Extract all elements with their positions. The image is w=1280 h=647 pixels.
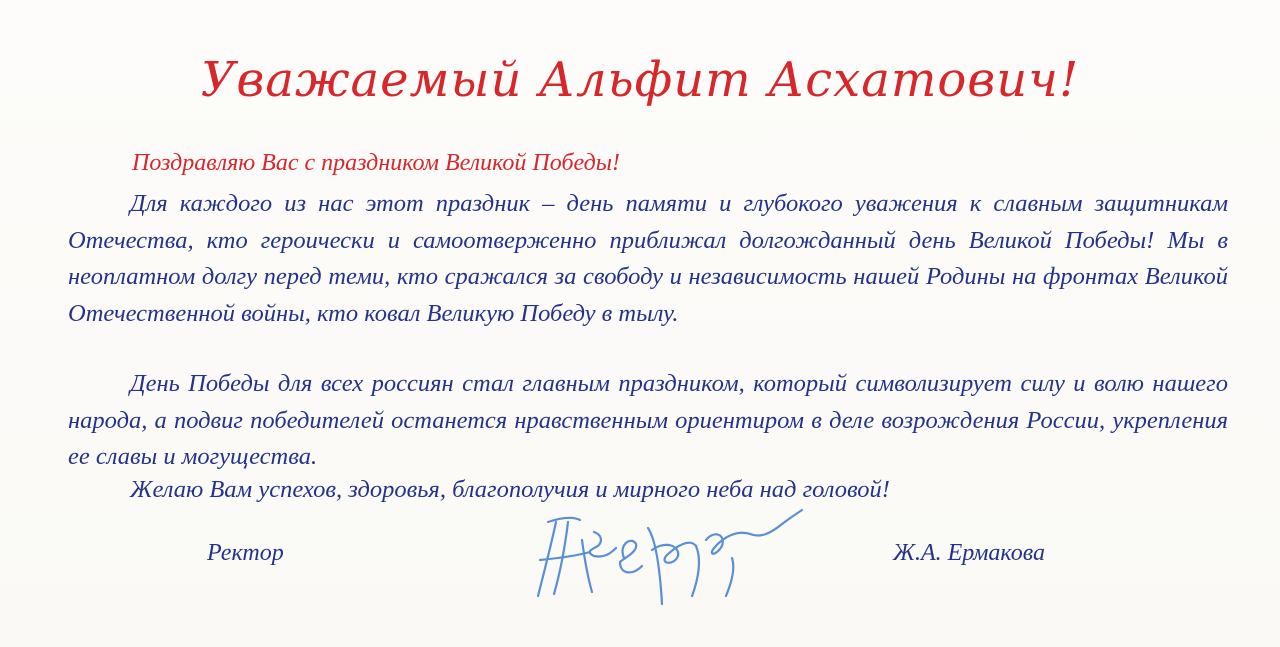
greeting-heading: Уважаемый Альфит Асхатович! (200, 52, 1080, 108)
signer-role: Ректор (207, 540, 284, 566)
paragraph-1-text: Для каждого из нас этот праздник – день памяти и глубокого уважения к славным защитникам Отечества, кто героически и самоотверженно приближал долгожданный день Великой Победы! Мы в неоплатном долгу перед теми, кто сражался за свободу и независимость нашей Родины на фронтах Великой Отечественной войны, кто ковал Великую Победу в тылу. (68, 190, 1228, 327)
paragraph-1 (68, 186, 1228, 332)
paragraph-2 (68, 366, 1228, 476)
paragraph-2-text: День Победы для всех россиян стал главным праздником, который символизирует силу и волю нашего народа, а подвиг победителей останется нравственным ориентиром в деле возрождения России, укрепления ее славы и могущества. (68, 370, 1228, 470)
handwritten-signature (520, 500, 810, 620)
wish-line: Желаю Вам успехов, здоровья, благополучия и мирного неба над головой! (130, 476, 890, 503)
congratulation-line: Поздравляю Вас с праздником Великой Победы! (132, 150, 620, 176)
signer-name: Ж.А. Ермакова (893, 540, 1045, 566)
